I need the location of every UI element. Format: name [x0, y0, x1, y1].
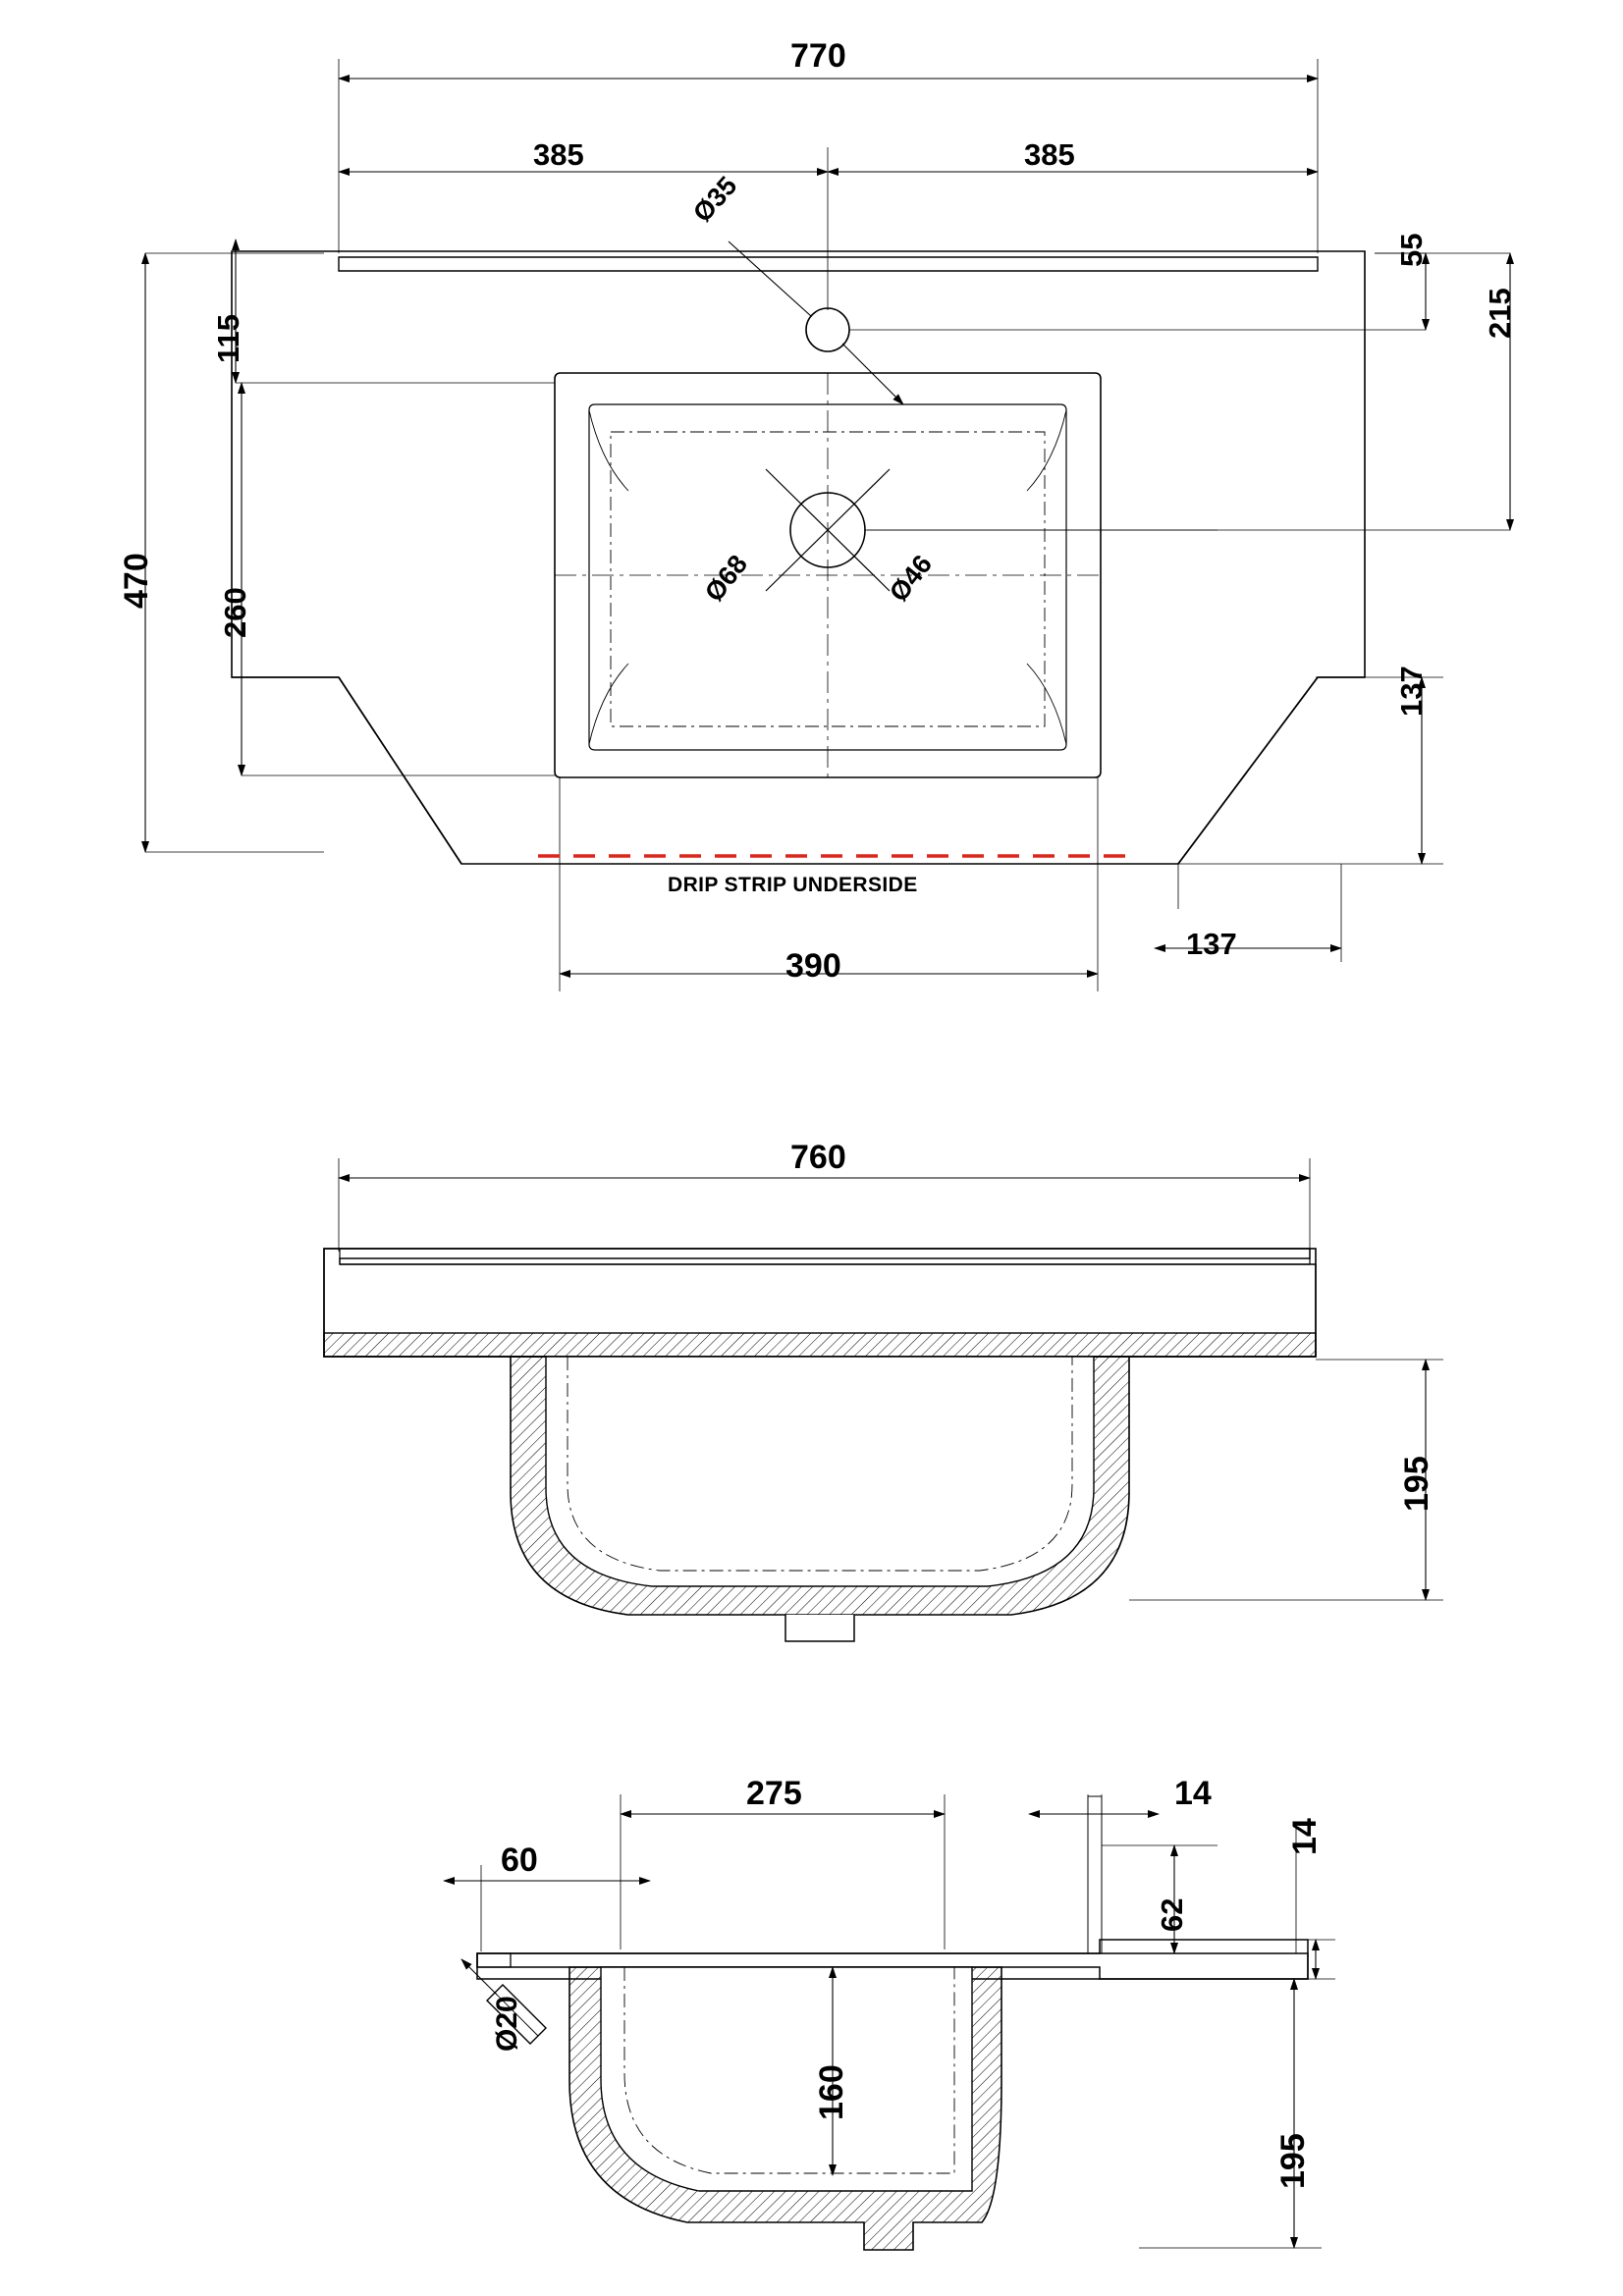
- dim-tap-hole-dia: Ø35: [687, 171, 743, 229]
- note-drip-strip: DRIP STRIP UNDERSIDE: [668, 874, 918, 896]
- dim-half-width-right: 385: [1024, 137, 1075, 172]
- dim-rim-rear-offset: 60: [501, 1842, 538, 1879]
- dim-front-offset: 115: [211, 313, 245, 363]
- dim-bowl-depth: 260: [218, 587, 252, 638]
- dim-corner-chamfer-right: 137: [1394, 666, 1429, 717]
- dim-back-to-rim: 55: [1394, 233, 1429, 267]
- dim-waste-inner-dia: Ø46: [884, 549, 939, 608]
- dim-lip-thickness-top: 14: [1174, 1775, 1212, 1812]
- dim-back-to-bowl: 215: [1483, 288, 1517, 339]
- dim-overflow-dia: Ø20: [491, 1996, 523, 2052]
- dim-lip-thickness-side: 14: [1286, 1818, 1324, 1855]
- dim-section-total-height: 195: [1274, 2133, 1312, 2189]
- dim-total-height: 195: [1398, 1456, 1435, 1512]
- dim-corner-chamfer-bottom: 137: [1186, 927, 1237, 961]
- dim-bowl-section-width: 275: [746, 1775, 802, 1812]
- dim-overall-depth: 470: [118, 553, 155, 609]
- dim-bowl-internal-depth: 160: [813, 2064, 850, 2120]
- dim-waste-outer-dia: Ø68: [699, 549, 754, 608]
- dim-rim-height: 62: [1155, 1897, 1189, 1932]
- dim-front-width: 760: [790, 1139, 846, 1176]
- dim-overall-width: 770: [790, 37, 846, 75]
- dim-bowl-width: 390: [785, 947, 841, 985]
- dim-half-width-left: 385: [533, 137, 584, 172]
